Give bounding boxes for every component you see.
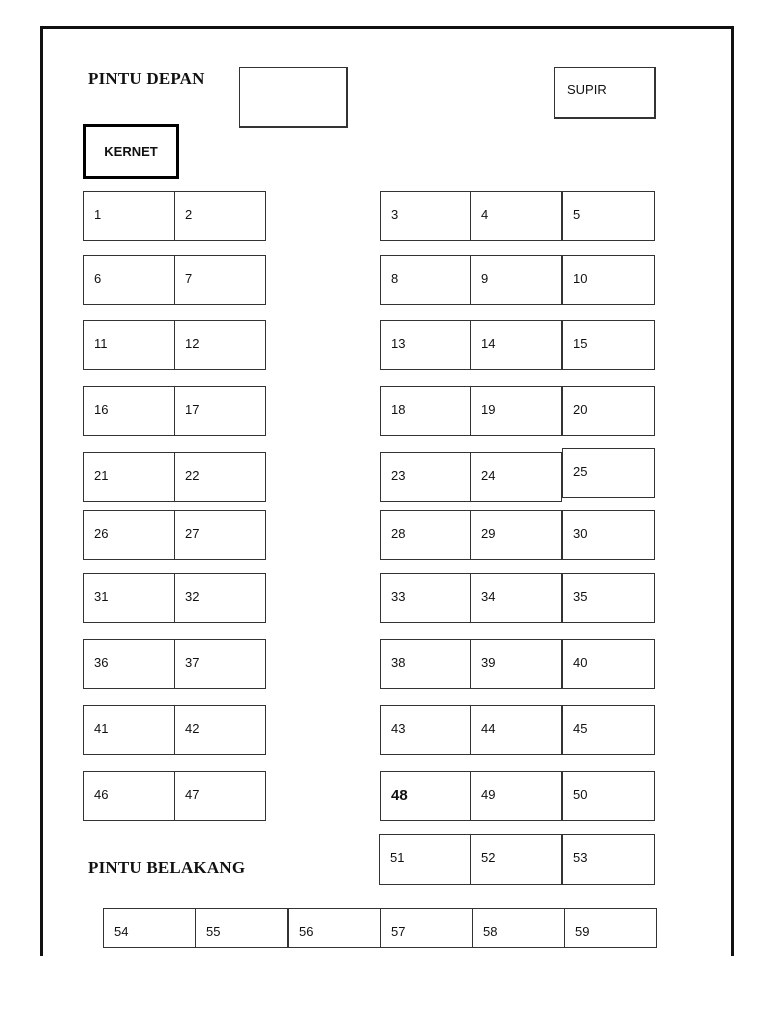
seat-25[interactable]: 25 <box>562 448 655 498</box>
seat-23[interactable]: 23 <box>380 452 471 502</box>
seat-58[interactable]: 58 <box>472 908 565 948</box>
seat-44[interactable]: 44 <box>470 705 562 755</box>
seat-30[interactable]: 30 <box>562 510 655 560</box>
seat-51[interactable]: 51 <box>379 834 471 885</box>
seat-40[interactable]: 40 <box>562 639 655 689</box>
seat-32[interactable]: 32 <box>174 573 266 623</box>
seat-56[interactable]: 56 <box>288 908 381 948</box>
rear-door-label: PINTU BELAKANG <box>88 858 246 877</box>
seat-15[interactable]: 15 <box>562 320 655 370</box>
conductor-seat: KERNET <box>83 124 179 179</box>
seat-53[interactable]: 53 <box>562 834 655 885</box>
seat-33[interactable]: 33 <box>380 573 471 623</box>
seat-41[interactable]: 41 <box>83 705 175 755</box>
seat-8[interactable]: 8 <box>380 255 471 305</box>
seat-2[interactable]: 2 <box>174 191 266 241</box>
seat-10[interactable]: 10 <box>562 255 655 305</box>
driver-seat: SUPIR <box>554 67 656 119</box>
seat-22[interactable]: 22 <box>174 452 266 502</box>
seat-7[interactable]: 7 <box>174 255 266 305</box>
seat-12[interactable]: 12 <box>174 320 266 370</box>
seat-49[interactable]: 49 <box>470 771 562 821</box>
front-door-label: PINTU DEPAN <box>88 69 205 88</box>
seat-50[interactable]: 50 <box>562 771 655 821</box>
seat-59[interactable]: 59 <box>564 908 657 948</box>
seat-27[interactable]: 27 <box>174 510 266 560</box>
seat-54[interactable]: 54 <box>103 908 196 948</box>
seat-34[interactable]: 34 <box>470 573 562 623</box>
seat-4[interactable]: 4 <box>470 191 562 241</box>
seat-5[interactable]: 5 <box>562 191 655 241</box>
front-door-box <box>239 67 348 128</box>
seat-26[interactable]: 26 <box>83 510 175 560</box>
seat-13[interactable]: 13 <box>380 320 471 370</box>
seat-1[interactable]: 1 <box>83 191 175 241</box>
seat-6[interactable]: 6 <box>83 255 175 305</box>
seat-19[interactable]: 19 <box>470 386 562 436</box>
seat-24[interactable]: 24 <box>470 452 562 502</box>
seat-28[interactable]: 28 <box>380 510 471 560</box>
seat-16[interactable]: 16 <box>83 386 175 436</box>
seat-21[interactable]: 21 <box>83 452 175 502</box>
seat-11[interactable]: 11 <box>83 320 175 370</box>
seat-20[interactable]: 20 <box>562 386 655 436</box>
seat-31[interactable]: 31 <box>83 573 175 623</box>
seat-14[interactable]: 14 <box>470 320 562 370</box>
seat-9[interactable]: 9 <box>470 255 562 305</box>
seat-45[interactable]: 45 <box>562 705 655 755</box>
seat-29[interactable]: 29 <box>470 510 562 560</box>
seat-52[interactable]: 52 <box>470 834 562 885</box>
seat-3[interactable]: 3 <box>380 191 471 241</box>
seat-47[interactable]: 47 <box>174 771 266 821</box>
seat-35[interactable]: 35 <box>562 573 655 623</box>
seat-55[interactable]: 55 <box>195 908 288 948</box>
seat-57[interactable]: 57 <box>380 908 473 948</box>
seat-36[interactable]: 36 <box>83 639 175 689</box>
seat-39[interactable]: 39 <box>470 639 562 689</box>
seat-17[interactable]: 17 <box>174 386 266 436</box>
seat-37[interactable]: 37 <box>174 639 266 689</box>
seat-43[interactable]: 43 <box>380 705 471 755</box>
seat-48[interactable]: 48 <box>380 771 471 821</box>
seat-18[interactable]: 18 <box>380 386 471 436</box>
seat-46[interactable]: 46 <box>83 771 175 821</box>
seat-42[interactable]: 42 <box>174 705 266 755</box>
seat-38[interactable]: 38 <box>380 639 471 689</box>
